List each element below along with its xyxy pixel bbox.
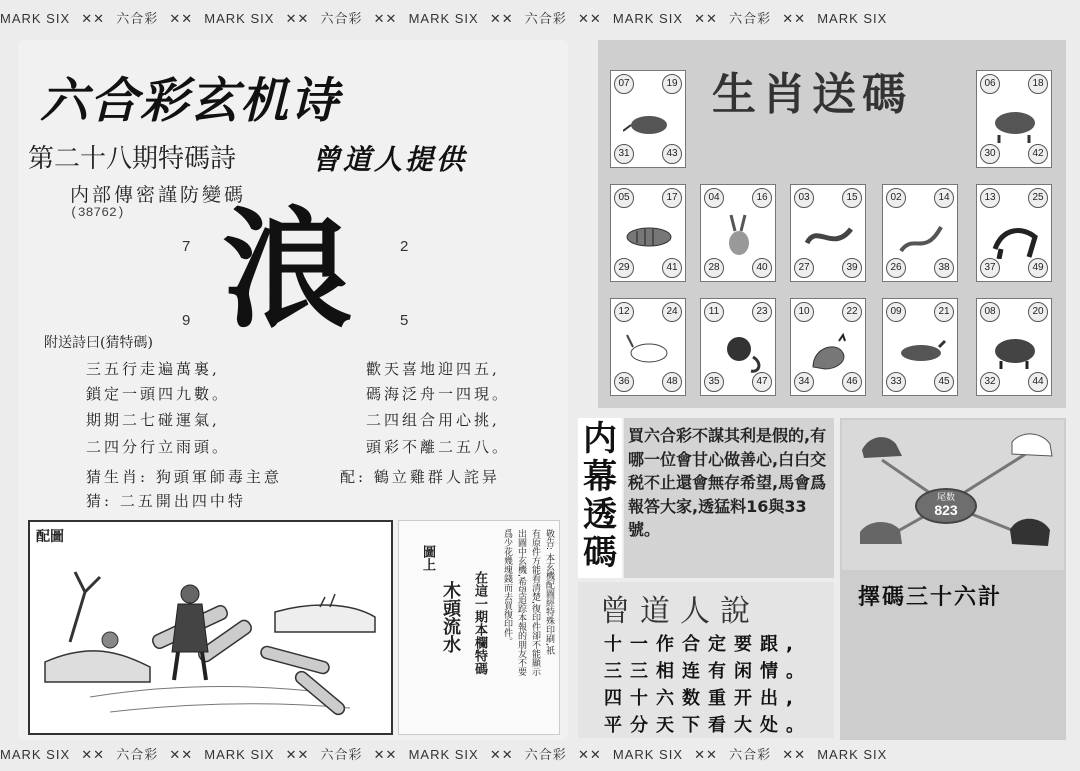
code-number: (38762): [70, 205, 125, 220]
banner-text: 六合彩: [524, 748, 567, 763]
zodiac-card-tiger: [610, 184, 686, 282]
zodiac-number: 27: [794, 258, 814, 278]
zodiac-number: 35: [704, 372, 724, 392]
zodiac-card-rat: [610, 70, 686, 168]
zodiac-number: 29: [614, 258, 634, 278]
banner-text: 六合彩: [116, 748, 159, 763]
zodiac-number: 15: [842, 188, 862, 208]
zodiac-number: 28: [704, 258, 724, 278]
notice-text: 爲少花幾塊錢而去買復印件。: [502, 529, 512, 646]
period-title: 第二十八期特碼詩: [28, 144, 237, 174]
zodiac-number: 03: [794, 188, 814, 208]
zodiac-card-monkey: [700, 298, 776, 396]
zodiac-number: 47: [752, 372, 772, 392]
zodiac-number: 31: [614, 144, 634, 164]
zodiac-card-ox: [976, 70, 1052, 168]
zodiac-number: 06: [980, 74, 1000, 94]
zodiac-number: 40: [752, 258, 772, 278]
zodiac-card-pig: [976, 298, 1052, 396]
tail-label: 尾数: [936, 493, 955, 503]
rabbit-icon: [713, 213, 765, 259]
zodiac-number: 08: [980, 302, 1000, 322]
zodiac-number: 16: [752, 188, 772, 208]
zodiac-number: 24: [662, 302, 682, 322]
zodiac-card-rabbit: [700, 184, 776, 282]
zodiac-card-dog: [882, 298, 958, 396]
inside-text: 買六合彩不謀其利是假的,有哪一位會甘心做善心,白白交税不止還會無存希望,馬會爲報答大家,透猛料16與33號。: [628, 426, 827, 539]
saying-line: 四十六数重开出,: [604, 688, 801, 709]
snake-icon: [895, 213, 947, 259]
illustration-box: [28, 520, 393, 735]
main-title: 六合彩玄机诗: [40, 73, 341, 129]
notice-text: 有原件方能看清楚,復印件卻不能顯示: [530, 529, 540, 676]
match-line: 配: 鶴立雞群人詫异: [340, 468, 500, 486]
zodiac-number: 41: [662, 258, 682, 278]
dog-icon: [895, 327, 947, 373]
inside-title-char: 透: [583, 495, 617, 535]
banner-text: MARK SIX: [817, 11, 888, 26]
ox-icon: [989, 99, 1041, 145]
poem-line: 歡天喜地迎四五,: [366, 360, 500, 378]
saying-line: 平分天下看大处。: [604, 715, 812, 736]
zodiac-number: 20: [1028, 302, 1048, 322]
poem-line: 碼海泛舟一四現。: [366, 385, 511, 403]
corner-number: 5: [400, 312, 409, 329]
saying-line: 十一作合定要跟,: [604, 634, 801, 655]
zodiac-number: 13: [980, 188, 1000, 208]
caption-top: 圖上: [420, 545, 435, 571]
banner-text: MARK SIX: [0, 747, 71, 762]
banner-text: 六合彩: [729, 12, 772, 27]
special-column-note: 在這一期本欄特碼: [472, 571, 487, 675]
monkey-icon: [713, 327, 765, 373]
zodiac-number: 22: [842, 302, 862, 322]
zodiac-card-goat: [610, 298, 686, 396]
poem-line: 頭彩不離二五八。: [366, 438, 511, 456]
inner-secret-line: 内部傳密謹防變碼: [70, 184, 247, 206]
goat-icon: [1012, 434, 1052, 456]
banner-text: MARK SIX: [204, 11, 275, 26]
zodiac-number: 44: [1028, 372, 1048, 392]
zodiac-number: 09: [886, 302, 906, 322]
zodiac-title: 生肖送碼: [712, 69, 912, 120]
zodiac-number: 25: [1028, 188, 1048, 208]
zodiac-number: 37: [980, 258, 1000, 278]
tail-number: 823: [934, 502, 958, 518]
inside-title-char: 幕: [583, 457, 617, 497]
horse-icon: [989, 213, 1041, 259]
zodiac-number: 34: [794, 372, 814, 392]
poem-line: 鎖定一頭四九數。: [86, 385, 231, 403]
guess-special: 猜: 二五開出四中特: [86, 492, 246, 510]
zodiac-number: 48: [662, 372, 682, 392]
zodiac-card-rooster: [790, 298, 866, 396]
banner-text: MARK SIX: [204, 747, 275, 762]
zodiac-number: 33: [886, 372, 906, 392]
rat-icon: [623, 99, 675, 145]
banner-text: 六合彩: [320, 12, 363, 27]
tiger-icon: [862, 437, 902, 458]
tiger-icon: [623, 213, 675, 259]
zodiac-number: 38: [934, 258, 954, 278]
zodiac-number: 36: [614, 372, 634, 392]
zodiac-number: 05: [614, 188, 634, 208]
zodiac-number: 23: [752, 302, 772, 322]
bottom-banner: MARK SIX ✕✕ 六合彩 ✕✕ MARK SIX ✕✕ 六合彩 ✕✕ MARK SIX ✕✕ 六合彩 ✕✕ MARK SIX ✕✕ 六合彩 ✕✕ MARK SIX: [0, 747, 888, 763]
saying-title: 曾道人說: [600, 594, 760, 629]
zodiac-number: 26: [886, 258, 906, 278]
banner-text: MARK SIX: [408, 11, 479, 26]
banner-text: MARK SIX: [0, 11, 71, 26]
zodiac-number: 14: [934, 188, 954, 208]
zodiac-number: 21: [934, 302, 954, 322]
poem-line: 二四分行立雨頭。: [86, 438, 231, 456]
zodiac-card-snake: [882, 184, 958, 282]
zodiac-card-dragon: [790, 184, 866, 282]
rooster-icon: [803, 327, 855, 373]
banner-text: MARK SIX: [408, 747, 479, 762]
river-logs-illustration: [30, 522, 391, 733]
corner-number: 7: [182, 238, 191, 255]
zodiac-number: 49: [1028, 258, 1048, 278]
tips-title: 擇碼三十六計: [858, 585, 1003, 610]
banner-text: 六合彩: [729, 748, 772, 763]
corner-number: 9: [182, 312, 191, 329]
poem-line: 期期二七碰運氣,: [86, 411, 220, 429]
banner-text: 六合彩: [524, 12, 567, 27]
zodiac-number: 46: [842, 372, 862, 392]
notice-panel: [398, 520, 560, 735]
corner-number: 2: [400, 238, 409, 255]
dragon-icon: [803, 213, 855, 259]
zodiac-number: 30: [980, 144, 1000, 164]
illustration-label: 配圖: [36, 529, 64, 545]
inside-title-char: 内: [583, 419, 617, 459]
poem-line: 三五行走遍萬裏,: [86, 360, 220, 378]
zodiac-number: 04: [704, 188, 724, 208]
provider-label: 曾道人提供: [312, 143, 468, 176]
zodiac-number: 18: [1028, 74, 1048, 94]
zodiac-number: 02: [886, 188, 906, 208]
zodiac-number: 11: [704, 302, 724, 322]
inside-title: [580, 420, 620, 572]
saying-line: 三三相连有闲情。: [604, 661, 812, 682]
caption-main: 木頭流水: [440, 581, 461, 653]
notice-text: 出圖中玄機,希望追踪本報的朋友不要: [516, 529, 526, 676]
horse-icon: [1010, 519, 1050, 546]
poem-heading: 附送詩曰(猜特碼): [44, 335, 153, 351]
top-banner: MARK SIX ✕✕ 六合彩 ✕✕ MARK SIX ✕✕ 六合彩 ✕✕ MARK SIX ✕✕ 六合彩 ✕✕ MARK SIX ✕✕ 六合彩 ✕✕ MARK SIX: [0, 11, 888, 27]
inside-title-char: 碼: [583, 533, 617, 573]
zodiac-number: 12: [614, 302, 634, 322]
zodiac-number: 45: [934, 372, 954, 392]
zodiac-number: 10: [794, 302, 814, 322]
zodiac-number: 17: [662, 188, 682, 208]
banner-text: MARK SIX: [817, 747, 888, 762]
banner-text: 六合彩: [320, 748, 363, 763]
banner-text: MARK SIX: [612, 747, 684, 762]
zodiac-card-horse: [976, 184, 1052, 282]
guess-zodiac: 猜生肖: 狗頭軍師毒主意: [86, 468, 282, 486]
poem-line: 二四组合用心挑,: [366, 411, 500, 429]
zodiac-number: 42: [1028, 144, 1048, 164]
riddle-character: 浪: [222, 194, 353, 346]
goat-icon: [623, 327, 675, 373]
zodiac-number: 43: [662, 144, 682, 164]
zodiac-number: 19: [662, 74, 682, 94]
zodiac-number: 39: [842, 258, 862, 278]
banner-text: MARK SIX: [612, 11, 684, 26]
pig-icon: [989, 327, 1041, 373]
notice-text: 敬告: 本玄機配圖經特殊印刷,祇: [544, 529, 554, 655]
tiger-icon: [860, 522, 902, 544]
banner-text: 六合彩: [116, 12, 159, 27]
zodiac-number: 07: [614, 74, 634, 94]
zodiac-number: 32: [980, 372, 1000, 392]
